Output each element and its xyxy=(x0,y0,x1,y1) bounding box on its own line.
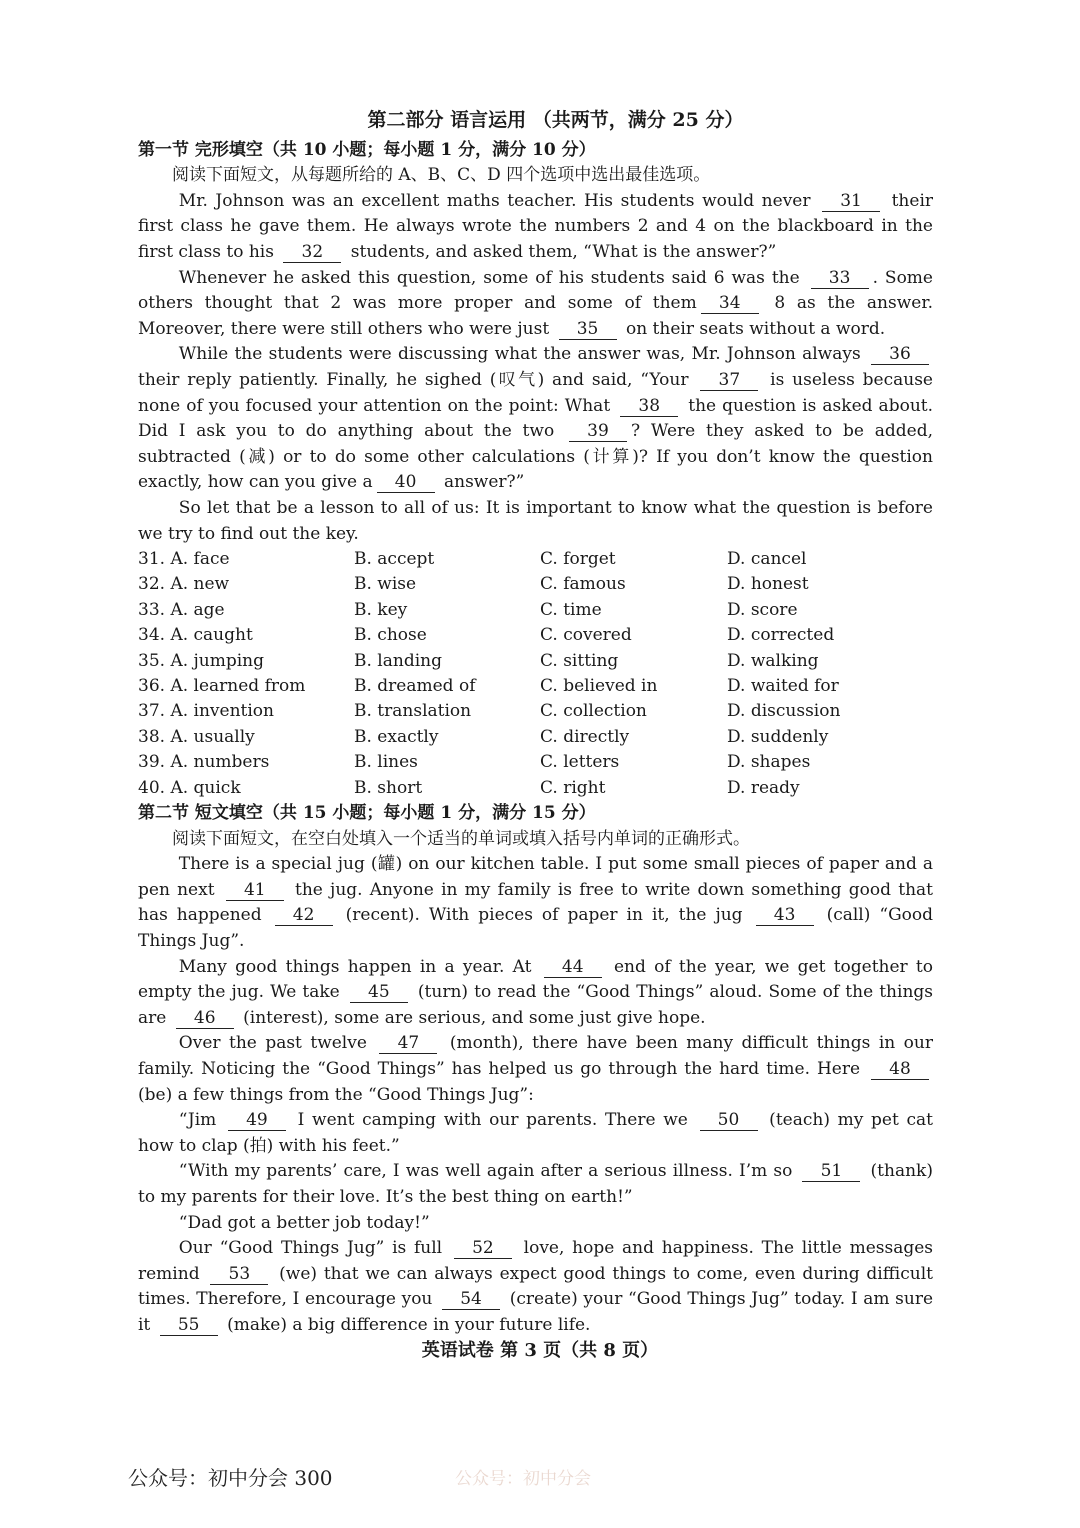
cloze-paragraph-4: So let that be a lesson to all of us: It is important to know what the question is before we try to find out the key. xyxy=(138,497,933,544)
blank-48: 48 xyxy=(871,1059,929,1080)
watermark-text: 公众号：初中分会 300 xyxy=(128,1466,333,1490)
blank-50: 50 xyxy=(700,1110,758,1131)
options-table xyxy=(138,547,933,801)
blank-32: 32 xyxy=(283,242,341,263)
option-row-33: 33. A. age B. key C. time D. score xyxy=(138,599,798,620)
blank-53: 53 xyxy=(210,1264,268,1285)
option-row-37: 37. A. invention B. translation C. collection D. discussion xyxy=(138,701,841,722)
blank-49: 49 xyxy=(228,1110,286,1131)
blank-40: 40 xyxy=(377,472,435,493)
blank-52: 52 xyxy=(454,1238,512,1259)
section1-title: 第一节 完形填空（共 10 小题；每小题 1 分，满分 10 分） xyxy=(138,139,596,160)
section2-title: 第二节 短文填空（共 15 小题；每小题 1 分，满分 15 分） xyxy=(138,803,596,823)
blank-34: 34 xyxy=(701,293,759,314)
blank-39: 39 xyxy=(569,421,627,442)
fill-paragraph-4: “Jim 49 I went camping with our parents. There we 50 (teach) my pet cat how to clap (拍) with his feet.” xyxy=(138,1110,933,1156)
fill-paragraph-1: There is a special jug (罐) on our kitchen table. I put some small pieces of paper and a pen next 41 the jug. Anyone in my family is free to write down something good that has happened 42 (recent). With pieces of paper in it, the jug 43 (call) “Good Things Jug”. xyxy=(138,854,934,951)
option-row-39: 39. A. numbers B. lines C. letters D. shapes xyxy=(138,752,811,773)
option-row-32: 32. A. new B. wise C. famous D. honest xyxy=(138,574,809,595)
fill-paragraph-6: “Dad got a better job today!” xyxy=(178,1212,430,1233)
blank-38: 38 xyxy=(620,396,678,417)
option-row-40: 40. A. quick B. short C. right D. ready xyxy=(138,777,800,798)
option-row-31: 31. A. face B. accept C. forget D. cancel xyxy=(138,549,807,570)
blank-36: 36 xyxy=(871,344,929,365)
fill-paragraph-3: Over the past twelve 47 (month), there have been many difficult things in our family. Noticing the “Good Things” has helped us go through the hard time. Here 48 (be) a few things from the “Good Things Jug”: xyxy=(138,1033,933,1105)
option-row-35: 35. A. jumping B. landing C. sitting D. walking xyxy=(138,650,819,671)
blank-35: 35 xyxy=(559,319,617,340)
page-footer: 英语试卷 第 3 页（共 8 页） xyxy=(421,1340,659,1361)
option-row-34: 34. A. caught B. chose C. covered D. corrected xyxy=(138,625,835,646)
fill-paragraph-2: Many good things happen in a year. At 44 end of the year, we get together to empty the jug. We take 45 (turn) to read the “Good Things” aloud. Some of the things are 46 (interest), some are serious, and some just give hope. xyxy=(138,956,933,1028)
blank-31: 31 xyxy=(822,191,880,212)
part-title: 第二部分 语言运用 （共两节，满分 25 分） xyxy=(367,109,744,131)
blank-37: 37 xyxy=(700,370,758,391)
blank-47: 47 xyxy=(379,1033,437,1054)
fill-paragraph-7: Our “Good Things Jug” is full 52 love, hope and happiness. The little messages remind 53 (we) that we can always expect good things to come, even during difficult times. Therefore, I encourage you 54 (create) your “Good Things Jug” today. I am sure it 55 (make) a big difference in your future life. xyxy=(138,1238,934,1335)
blank-41: 41 xyxy=(226,880,284,901)
blank-51: 51 xyxy=(802,1161,860,1182)
blank-45: 45 xyxy=(350,982,408,1003)
section2-instruction: 阅读下面短文，在空白处填入一个适当的单词或填入括号内单词的正确形式。 xyxy=(172,828,750,849)
faint-watermark-text: 公众号：初中分会 xyxy=(455,1469,591,1489)
blank-43: 43 xyxy=(756,905,814,926)
blank-42: 42 xyxy=(275,905,333,926)
blank-55: 55 xyxy=(160,1315,218,1336)
option-row-36: 36. A. learned from B. dreamed of C. believed in D. waited for xyxy=(138,676,839,697)
blank-44: 44 xyxy=(544,957,602,978)
blank-33: 33 xyxy=(811,268,869,289)
fill-paragraph-5: “With my parents’ care, I was well again after a serious illness. I’m so 51 (thank) to my parents for their love. It’s the best thing on earth!” xyxy=(138,1161,933,1207)
blank-46: 46 xyxy=(176,1008,234,1029)
cloze-paragraph-3: While the students were discussing what the answer was, Mr. Johnson always 36 their reply patiently. Finally, he sighed (叹气) and said, “Your 37 is useless because none of you focused your attention on the point: What 38 the question is asked about. Did I ask you to do anything about the two 39 ? Were they asked to be added, subtracted (减) or to do some other calculations (计算)? If you don’t know the question exactly, how can you give a 40 answer?” xyxy=(138,344,933,493)
blank-54: 54 xyxy=(442,1289,500,1310)
section1-instruction: 阅读下面短文，从每题所给的 A、B、C、D 四个选项中选出最佳选项。 xyxy=(172,165,711,186)
cloze-paragraph-2: Whenever he asked this question, some of his students said 6 was the 33 . Some others thought that 2 was more proper and some of them 34 8 as the answer. Moreover, there were still others who were just 35 on their seats without a word. xyxy=(138,267,933,339)
option-row-38: 38. A. usually B. exactly C. directly D. suddenly xyxy=(138,726,829,747)
cloze-paragraph-1: Mr. Johnson was an excellent maths teacher. His students would never 31 their first class he gave them. He always wrote the numbers 2 and 4 on the blackboard in the first class to his 32 students, and asked them, “What is the answer?” xyxy=(138,190,934,262)
exam-content xyxy=(138,108,933,1338)
